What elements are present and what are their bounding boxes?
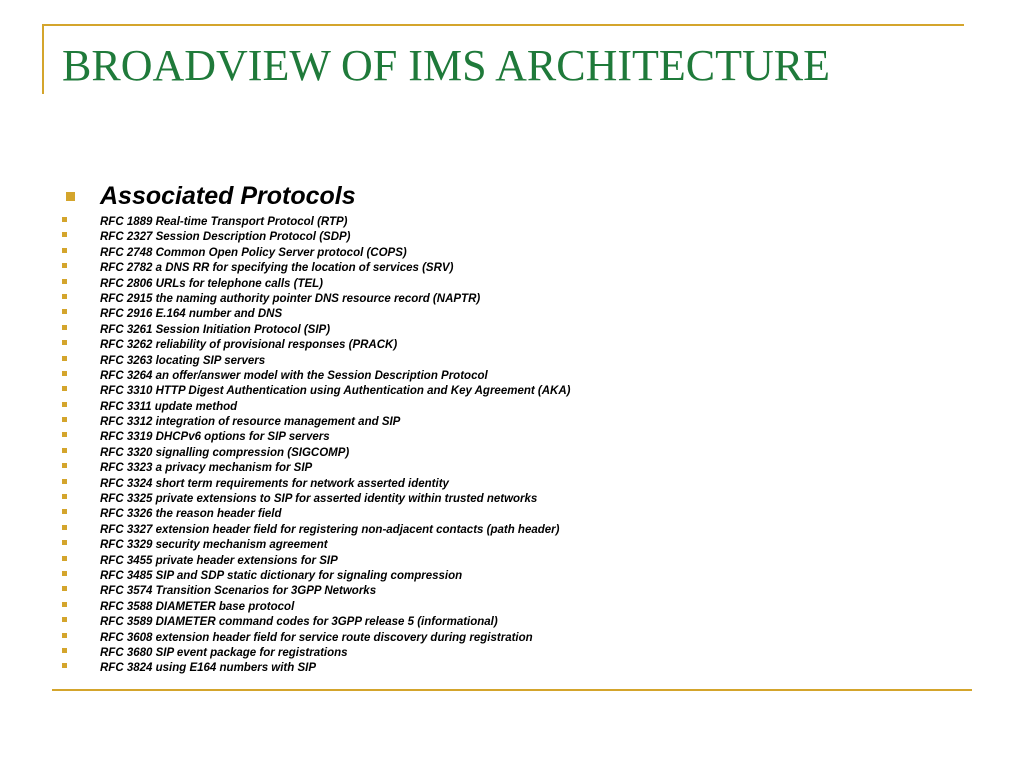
list-item-text: RFC 2782 a DNS RR for specifying the location of services (SRV) [100,262,454,275]
list-item [62,551,962,566]
list-item-text: RFC 3310 HTTP Digest Authentication using Authentication and Key Agreement (AKA) [100,385,571,398]
list-item [62,397,962,412]
list-item-text: RFC 2916 E.164 number and DNS [100,308,283,321]
list-item [62,535,962,550]
list-item-text: RFC 3263 locating SIP servers [100,354,266,367]
top-divider [42,24,964,26]
list-item-text: RFC 2806 URLs for telephone calls (TEL) [100,277,324,290]
list-item [62,443,962,458]
list-item-text: RFC 3323 a privacy mechanism for SIP [100,462,313,475]
list-item [62,289,962,304]
list-item-text: RFC 3455 private header extensions for SIP [100,554,338,567]
list-item [62,427,962,442]
square-bullet-icon [62,309,67,314]
list-item-text: RFC 3680 SIP event package for registrations [100,646,348,659]
square-bullet-icon [62,448,67,453]
list-item-text: RFC 3608 extension header field for service route discovery during registration [100,631,533,644]
list-item-text: RFC 3311 update method [100,400,238,413]
list-item-text: RFC 3324 short term requirements for network asserted identity [100,477,449,490]
list-item [62,243,962,258]
list-item [62,643,962,658]
square-bullet-icon [62,325,67,330]
list-item-text: RFC 3574 Transition Scenarios for 3GPP Networks [100,585,377,598]
square-bullet-icon [62,279,67,284]
square-bullet-icon [62,340,67,345]
bottom-divider [52,689,972,691]
list-item-text: RFC 3824 using E164 numbers with SIP [100,662,317,675]
square-bullet-icon [62,294,67,299]
list-item [62,412,962,427]
list-item-text: RFC 3485 SIP and SDP static dictionary for signaling compression [100,569,463,582]
square-bullet-icon [62,494,67,499]
list-item [62,212,962,227]
list-item [62,274,962,289]
square-bullet-icon [62,402,67,407]
section-heading: Associated Protocols [100,182,356,210]
square-bullet-icon [62,386,67,391]
square-bullet-icon [62,463,67,468]
list-item [62,612,962,627]
list-item [62,458,962,473]
square-bullet-icon [62,263,67,268]
list-item-text: RFC 2748 Common Open Policy Server protocol (COPS) [100,246,407,259]
square-bullet-icon [62,602,67,607]
list-item-text: RFC 3312 integration of resource management and SIP [100,416,401,429]
square-bullet-icon [62,648,67,653]
square-bullet-icon [62,371,67,376]
list-item [62,658,962,673]
square-bullet-icon [66,192,75,201]
list-item-text: RFC 3320 signalling compression (SIGCOMP) [100,446,350,459]
list-item-text: RFC 3589 DIAMETER command codes for 3GPP release 5 (informational) [100,616,498,629]
list-item [62,351,962,366]
list-item-text: RFC 3325 private extensions to SIP for asserted identity within trusted networks [100,493,538,506]
list-item [62,520,962,535]
list-item-text: RFC 3261 Session Initiation Protocol (SIP) [100,323,331,336]
list-item-text: RFC 2915 the naming authority pointer DNS resource record (NAPTR) [100,292,481,305]
list-item-text: RFC 3319 DHCPv6 options for SIP servers [100,431,330,444]
list-item-text: RFC 3327 extension header field for registering non-adjacent contacts (path header) [100,523,560,536]
list-item [62,566,962,581]
slide-content [62,180,962,674]
list-item [62,489,962,504]
square-bullet-icon [62,540,67,545]
square-bullet-icon [62,417,67,422]
protocol-list [62,212,962,674]
list-item [62,581,962,596]
list-item [62,381,962,396]
list-item [62,474,962,489]
square-bullet-icon [62,633,67,638]
list-item-text: RFC 3329 security mechanism agreement [100,539,328,552]
heading-row [62,180,962,212]
list-item-text: RFC 3264 an offer/answer model with the Session Description Protocol [100,369,488,382]
list-item [62,304,962,319]
square-bullet-icon [62,571,67,576]
square-bullet-icon [62,509,67,514]
square-bullet-icon [62,556,67,561]
square-bullet-icon [62,356,67,361]
list-item-text: RFC 2327 Session Description Protocol (SDP) [100,231,351,244]
list-item [62,258,962,273]
square-bullet-icon [62,479,67,484]
square-bullet-icon [62,663,67,668]
list-item-text: RFC 3262 reliability of provisional responses (PRACK) [100,339,398,352]
left-divider [42,24,44,94]
list-item [62,628,962,643]
square-bullet-icon [62,617,67,622]
list-item-text: RFC 3588 DIAMETER base protocol [100,600,295,613]
list-item [62,597,962,612]
square-bullet-icon [62,217,67,222]
list-item [62,335,962,350]
list-item-text: RFC 3326 the reason header field [100,508,282,521]
list-item [62,320,962,335]
list-item [62,504,962,519]
slide-title: BROADVIEW OF IMS ARCHITECTURE [62,41,831,90]
square-bullet-icon [62,586,67,591]
square-bullet-icon [62,525,67,530]
list-item [62,366,962,381]
square-bullet-icon [62,248,67,253]
square-bullet-icon [62,232,67,237]
list-item [62,227,962,242]
square-bullet-icon [62,432,67,437]
list-item-text: RFC 1889 Real-time Transport Protocol (RTP) [100,216,348,228]
